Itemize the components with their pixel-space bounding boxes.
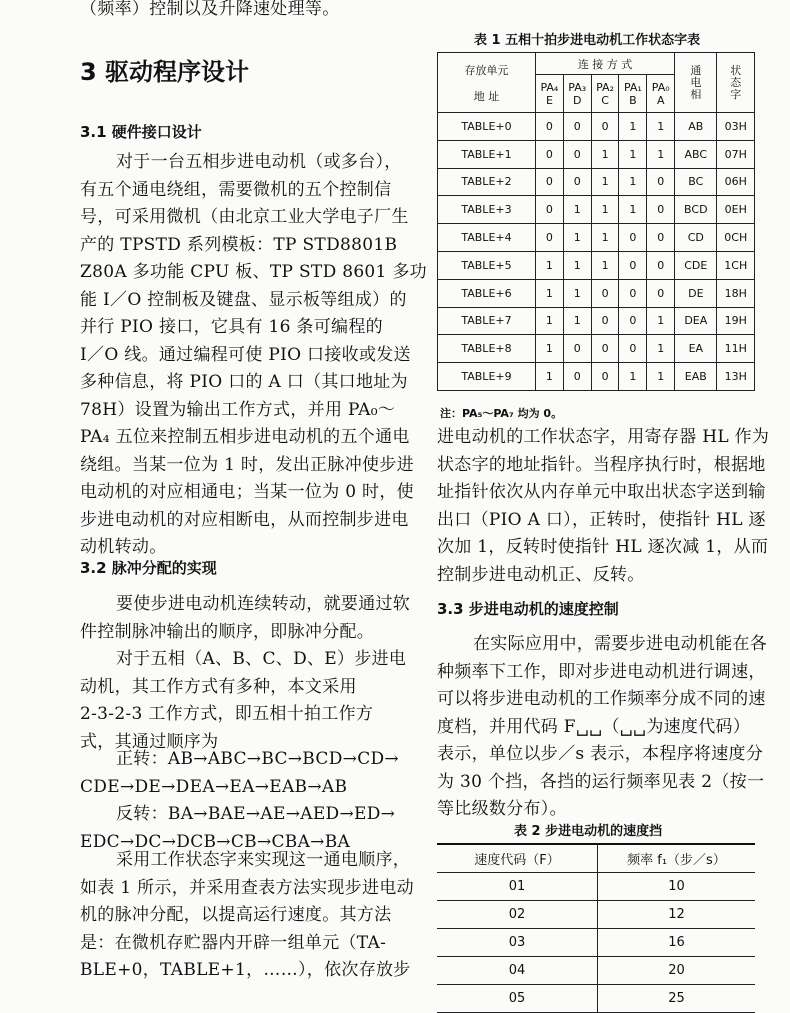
section-3-2-title: 3.2 脉冲分配的实现 xyxy=(80,559,217,577)
cell-frequency: 25 xyxy=(598,985,756,1013)
para-line: 采用工作状态字来实现这一通电顺序， xyxy=(116,850,411,870)
cell-bit: 1 xyxy=(536,307,564,335)
para-line: 绕组。当某一位为 1 时，发出正脉冲使步进 xyxy=(80,454,414,475)
cell-bit: 1 xyxy=(619,363,647,391)
cell-state-word: 13H xyxy=(717,363,755,391)
bit-top: PA₄ xyxy=(540,80,559,94)
header-bit xyxy=(619,75,647,113)
cell-bit: 1 xyxy=(591,196,619,224)
cell-frequency: 16 xyxy=(598,929,756,957)
cell-bit: 1 xyxy=(591,224,619,252)
table-row xyxy=(438,168,755,196)
cell-bit: 1 xyxy=(536,251,564,279)
para-line: BLE+0，TABLE+1，……），依次存放步 xyxy=(80,960,411,980)
cell-state-word: 0CH xyxy=(717,224,755,252)
header-bit xyxy=(647,75,675,113)
cell-bit: 0 xyxy=(563,335,591,363)
bit-bottom: B xyxy=(629,93,637,107)
cell-phase: BCD xyxy=(675,196,717,224)
header-bit xyxy=(563,75,591,113)
cell-bit: 1 xyxy=(591,140,619,168)
cell-state-word: 1CH xyxy=(717,251,755,279)
para-line: 进电动机的工作状态字，用寄存器 HL 作为 xyxy=(437,427,770,447)
cell-frequency: 10 xyxy=(598,873,756,901)
paragraph-speed-control xyxy=(437,631,767,824)
para-line: 能 I／O 控制板及键盘、显示板等组成）的 xyxy=(80,289,407,310)
paragraph-state-word xyxy=(80,847,414,985)
cell-bit: 0 xyxy=(647,224,675,252)
para-line: 是：在微机存贮器内开辟一组单元（TA- xyxy=(80,932,387,953)
para-line: 机的脉冲分配，以提高运行速度。其方法 xyxy=(80,905,392,925)
cell-state-word: 06H xyxy=(717,168,755,196)
cell-bit: 0 xyxy=(536,196,564,224)
cell-state-word: 07H xyxy=(717,140,755,168)
forward-sequence-line-2: CDE→DE→DEA→EA→EAB→AB xyxy=(80,776,348,797)
cell-bit: 0 xyxy=(619,251,647,279)
para-line: 动机转动。 xyxy=(80,537,167,557)
para-line: 状态字的地址指针。当程序执行时，根据地 xyxy=(437,454,766,475)
cell-address: TABLE+5 xyxy=(438,251,536,279)
cell-bit: 0 xyxy=(619,307,647,335)
cell-bit: 0 xyxy=(647,196,675,224)
cell-phase: DEA xyxy=(675,307,717,335)
para-line: Z80A 多功能 CPU 板、TP STD 8601 多功 xyxy=(80,262,427,282)
header-address-line-1: 存放单元 xyxy=(464,63,509,77)
cell-frequency: 12 xyxy=(598,901,756,929)
bit-top: PA₀ xyxy=(651,80,670,94)
cell-address: TABLE+6 xyxy=(438,279,536,307)
table-row xyxy=(437,985,755,1013)
cell-address: TABLE+1 xyxy=(438,140,536,168)
table-2-body xyxy=(437,873,755,1013)
para-line: 表示，单位以步／s 表示，本程序将速度分 xyxy=(437,744,764,764)
cell-bit: 1 xyxy=(536,279,564,307)
paragraph-pointer xyxy=(437,424,769,589)
header-address xyxy=(438,53,536,113)
cell-phase: AB xyxy=(675,113,717,141)
table-row xyxy=(438,196,755,224)
cell-bit: 1 xyxy=(563,196,591,224)
cell-bit: 1 xyxy=(563,251,591,279)
cell-bit: 0 xyxy=(563,140,591,168)
cell-address: TABLE+2 xyxy=(438,168,536,196)
cell-bit: 1 xyxy=(536,335,564,363)
cell-address: TABLE+8 xyxy=(438,335,536,363)
cell-bit: 1 xyxy=(591,168,619,196)
cell-address: TABLE+7 xyxy=(438,307,536,335)
cell-state-word: 18H xyxy=(717,279,755,307)
cell-bit: 1 xyxy=(647,307,675,335)
para-line: 并行 PIO 接口，它具有 16 条可编程的 xyxy=(80,317,383,337)
table-1-body xyxy=(438,113,755,391)
table-row xyxy=(438,113,755,141)
header-address-line-2: 地 址 xyxy=(473,89,500,103)
cell-bit: 1 xyxy=(619,168,647,196)
header-frequency: 频率 f₁（步／s） xyxy=(598,844,756,873)
cell-state-word: 11H xyxy=(717,335,755,363)
table-row xyxy=(438,251,755,279)
cell-bit: 1 xyxy=(563,224,591,252)
cell-bit: 1 xyxy=(591,251,619,279)
cell-bit: 0 xyxy=(536,224,564,252)
cell-speed-code: 02 xyxy=(437,901,598,929)
cell-bit: 0 xyxy=(591,363,619,391)
cell-bit: 0 xyxy=(591,279,619,307)
para-line: 式，其通过顺序为 xyxy=(80,731,219,752)
cell-bit: 1 xyxy=(647,113,675,141)
table-row xyxy=(438,279,755,307)
cell-bit: 0 xyxy=(619,335,647,363)
section-3-3-title: 3.3 步进电动机的速度控制 xyxy=(437,600,619,618)
para-line: 电动机的对应相通电；当某一位为 0 时，使 xyxy=(80,482,414,502)
para-line: PA₄ 五位来控制五相步进电动机的五个通电 xyxy=(80,427,410,447)
para-line: 等比级数分布）。 xyxy=(437,799,567,819)
para-line: 可以将步进电动机的工作频率分成不同的速 xyxy=(437,689,766,709)
para-line: 多种信息，将 PIO 口的 A 口（其口地址为 xyxy=(80,372,408,392)
bit-top: PA₃ xyxy=(568,80,587,94)
paragraph-work-mode xyxy=(80,646,406,756)
para-line: 对于五相（A、B、C、D、E）步进电 xyxy=(116,649,407,669)
header-phase-text: 通电相 xyxy=(690,63,702,101)
table-row xyxy=(437,929,755,957)
cell-bit: 0 xyxy=(619,279,647,307)
cell-state-word: 0EH xyxy=(717,196,755,224)
cell-bit: 0 xyxy=(536,168,564,196)
cell-speed-code: 01 xyxy=(437,873,598,901)
bit-top: PA₁ xyxy=(623,80,642,94)
forward-sequence-line-1: 正转：AB→ABC→BC→BCD→CD→ xyxy=(116,749,399,769)
cell-bit: 0 xyxy=(591,335,619,363)
cell-bit: 0 xyxy=(647,168,675,196)
para-line: 号，可采用微机（由北京工业大学电子厂生 xyxy=(80,207,409,227)
para-line: 动机，其工作方式有多种，本文采用 xyxy=(80,676,357,697)
cell-bit: 1 xyxy=(647,140,675,168)
header-state-word xyxy=(717,53,755,113)
cell-bit: 0 xyxy=(536,140,564,168)
para-line: 有五个通电绕组，需要微机的五个控制信 xyxy=(80,179,392,200)
cell-bit: 1 xyxy=(619,140,647,168)
cell-speed-code: 03 xyxy=(437,929,598,957)
para-line: 件控制脉冲输出的顺序，即脉冲分配。 xyxy=(80,621,375,642)
cell-state-word: 03H xyxy=(717,113,755,141)
para-line: 为 30 个挡，各挡的运行频率见表 2（按一 xyxy=(437,771,765,792)
bit-bottom: A xyxy=(656,93,665,107)
cell-frequency: 20 xyxy=(598,957,756,985)
paragraph-pulse-intro xyxy=(80,591,410,646)
table-row xyxy=(438,335,755,363)
header-speed-code: 速度代码（F） xyxy=(437,844,598,873)
cell-phase: EA xyxy=(675,335,717,363)
cell-bit: 1 xyxy=(563,307,591,335)
bit-bottom: C xyxy=(601,93,609,107)
table-1-state-words xyxy=(437,52,755,391)
para-line: 2-3-2-3 工作方式，即五相十拍工作方 xyxy=(80,704,374,724)
cell-bit: 0 xyxy=(591,113,619,141)
sequence-block xyxy=(80,746,399,856)
cell-address: TABLE+4 xyxy=(438,224,536,252)
cell-phase: CDE xyxy=(675,251,717,279)
cell-bit: 1 xyxy=(563,279,591,307)
cell-phase: ABC xyxy=(675,140,717,168)
cell-bit: 0 xyxy=(647,251,675,279)
cell-bit: 0 xyxy=(563,113,591,141)
cell-bit: 1 xyxy=(536,363,564,391)
header-state-word-text: 状态字 xyxy=(730,63,742,101)
cell-speed-code: 05 xyxy=(437,985,598,1013)
header-connection: 连 接 方 式 xyxy=(536,53,675,75)
para-line: 对于一台五相步进电动机（或多台）， xyxy=(116,152,402,172)
cell-bit: 0 xyxy=(563,363,591,391)
para-line: 次加 1，反转时使指针 HL 逐次减 1，从而 xyxy=(437,537,769,557)
cell-bit: 0 xyxy=(647,279,675,307)
section-3-1-title: 3.1 硬件接口设计 xyxy=(80,123,202,141)
para-line: 在实际应用中，需要步进电动机能在各 xyxy=(473,634,768,654)
cell-bit: 1 xyxy=(647,335,675,363)
paragraph-hardware-interface xyxy=(80,149,427,562)
table-row xyxy=(438,224,755,252)
para-line: 如表 1 所示，并采用查表方法实现步进电动 xyxy=(80,877,414,898)
top-line: （频率）控制以及升降速处理等。 xyxy=(80,0,340,19)
para-line: 步进电动机的对应相断电，从而控制步进电 xyxy=(80,509,409,530)
cell-phase: BC xyxy=(675,168,717,196)
cell-bit: 1 xyxy=(619,113,647,141)
para-line: 控制步进电动机正、反转。 xyxy=(437,564,645,585)
cell-phase: DE xyxy=(675,279,717,307)
cell-address: TABLE+3 xyxy=(438,196,536,224)
para-line: 要使步进电动机连续转动，就要通过软 xyxy=(116,594,411,614)
para-line: 78H）设置为输出工作方式，并用 PA₀～ xyxy=(80,399,396,420)
table-row xyxy=(437,901,755,929)
table-row xyxy=(438,363,755,391)
table-2-caption: 表 2 步进电动机的速度挡 xyxy=(514,824,663,839)
cell-bit: 0 xyxy=(536,113,564,141)
header-bit xyxy=(536,75,564,113)
para-line: 度档，并用代码 F␣␣（␣␣为速度代码） xyxy=(437,716,751,737)
bit-bottom: E xyxy=(545,93,553,107)
cell-speed-code: 04 xyxy=(437,957,598,985)
table-row xyxy=(437,957,755,985)
para-line: 出口（PIO A 口），正转时，使指针 HL 逐 xyxy=(437,509,766,530)
cell-bit: 0 xyxy=(619,224,647,252)
para-line: 址指针依次从内存单元中取出状态字送到输 xyxy=(437,482,766,502)
table-1-note: 注：PA₅～PA₇ 均为 0。 xyxy=(440,407,563,420)
bit-bottom: D xyxy=(573,93,582,107)
cell-phase: CD xyxy=(675,224,717,252)
cell-address: TABLE+9 xyxy=(438,363,536,391)
cell-bit: 0 xyxy=(591,307,619,335)
table-row xyxy=(437,873,755,901)
section-3-title: 3 驱动程序设计 xyxy=(80,58,250,86)
header-bit xyxy=(591,75,619,113)
table-1-caption: 表 1 五相十拍步进电动机工作状态字表 xyxy=(474,33,701,48)
para-line: 产的 TPSTD 系列模板：TP STD8801B xyxy=(80,234,398,255)
reverse-sequence-line-1: 反转：BA→BAE→AE→AED→ED→ xyxy=(116,804,396,824)
cell-address: TABLE+0 xyxy=(438,113,536,141)
cell-bit: 1 xyxy=(647,363,675,391)
table-row xyxy=(438,140,755,168)
header-phase xyxy=(675,53,717,113)
para-line: I／O 线。通过编程可使 PIO 口接收或发送 xyxy=(80,344,411,365)
cell-state-word: 19H xyxy=(717,307,755,335)
cell-bit: 0 xyxy=(563,168,591,196)
cell-phase: EAB xyxy=(675,363,717,391)
table-2-speed-steps xyxy=(437,843,755,1013)
table-row xyxy=(438,307,755,335)
para-line: 种频率下工作，即对步进电动机进行调速， xyxy=(437,661,766,682)
cell-bit: 1 xyxy=(619,196,647,224)
bit-top: PA₂ xyxy=(596,80,614,94)
reverse-sequence-line-2: EDC→DC→DCB→CB→CBA→BA xyxy=(80,831,351,852)
